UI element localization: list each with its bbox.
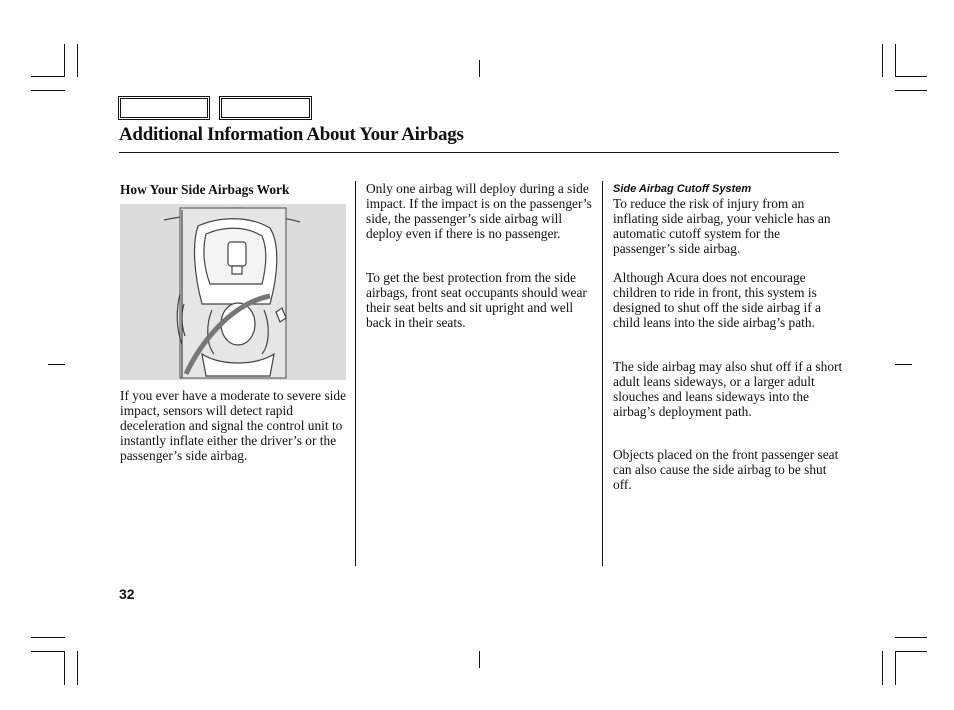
crop-mark	[895, 44, 896, 77]
nav-tab-table-of-contents[interactable]	[219, 96, 312, 120]
column-divider	[602, 181, 603, 566]
body-paragraph: Objects placed on the front passenger seat can also cause the side airbag to be shut off.	[613, 447, 839, 492]
column-divider	[355, 181, 356, 566]
crop-mark	[895, 364, 912, 365]
crop-mark	[77, 651, 78, 685]
crop-mark	[31, 651, 65, 652]
section-heading: How Your Side Airbags Work	[120, 182, 290, 197]
side-airbag-illustration	[120, 204, 346, 380]
crop-mark	[895, 651, 896, 685]
crop-mark	[895, 637, 927, 638]
crop-mark	[895, 76, 927, 77]
crop-mark	[77, 44, 78, 77]
crop-mark	[64, 651, 65, 685]
occupant-seat-illustration	[120, 204, 346, 380]
body-paragraph: The side airbag may also shut off if a short adult leans sideways, or a larger adult slouches and leans sideways into the airbag’s deployment path.	[613, 359, 843, 419]
page-title: Additional Information About Your Airbags	[119, 124, 464, 145]
body-paragraph: Only one airbag will deploy during a side impact. If the impact is on the passenger’s side, the passenger’s side airbag will deploy even if there is no passenger.	[366, 181, 592, 241]
crop-mark	[882, 651, 883, 685]
crop-mark	[895, 90, 927, 91]
crop-mark	[479, 651, 480, 668]
body-paragraph: If you ever have a moderate to severe side impact, sensors will detect rapid deceleration and signal the control unit to instantly inflate either the driver’s or the passenger’s side airbag.	[120, 388, 347, 463]
body-paragraph: Although Acura does not encourage children to ride in front, this system is designed to shut off the side airbag if a child leans into the side airbag’s path.	[613, 270, 821, 330]
crop-mark	[64, 44, 65, 77]
crop-mark	[31, 76, 65, 77]
section-subheading: Side Airbag Cutoff System	[613, 183, 752, 195]
crop-mark	[31, 637, 65, 638]
page-number: 32	[119, 586, 135, 602]
body-paragraph: To reduce the risk of injury from an inflating side airbag, your vehicle has an automatic cutoff system for the passenger’s side airbag.	[613, 196, 831, 256]
nav-tab-main-menu[interactable]	[118, 96, 210, 120]
body-paragraph: To get the best protection from the side airbags, front seat occupants should wear their seat belts and sit upright and well back in their seats.	[366, 270, 587, 330]
title-rule	[119, 152, 839, 153]
crop-mark	[48, 364, 65, 365]
crop-mark	[31, 90, 65, 91]
crop-mark	[895, 651, 927, 652]
crop-mark	[882, 44, 883, 77]
crop-mark	[479, 60, 480, 77]
